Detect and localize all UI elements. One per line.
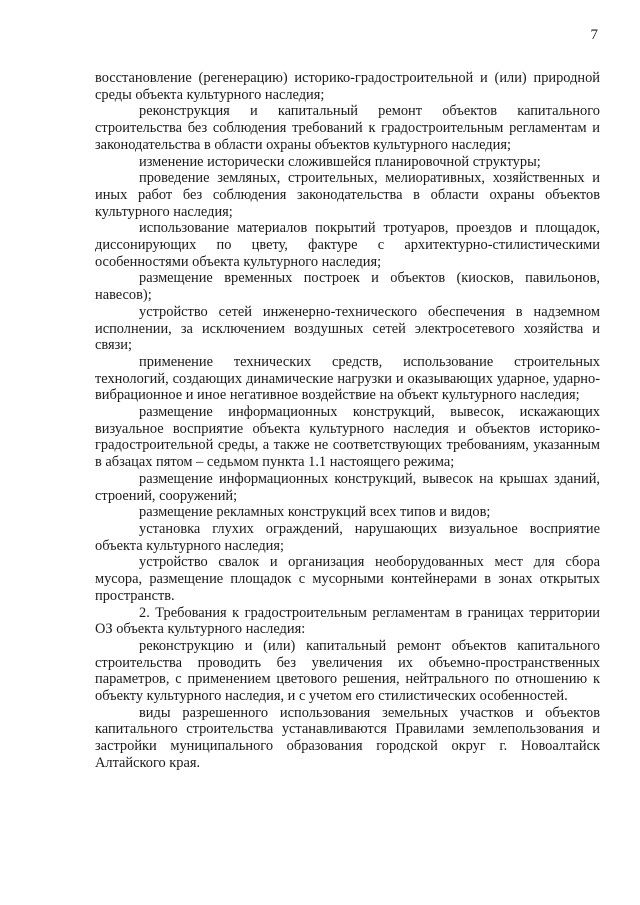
paragraph: устройство сетей инженерно-технического обеспечения в надземном исполнении, за исключением воздушных сетей электросетевого хозяйства и связи; — [95, 303, 600, 354]
body-text — [95, 70, 600, 772]
paragraph: устройство свалок и организация необорудованных мест для сбора мусора, размещение площадок с мусорными контейнерами в зонах открытых пространств. — [95, 554, 600, 604]
paragraph: изменение исторически сложившейся планировочной структуры; — [139, 153, 541, 170]
paragraph: реконструкцию и (или) капитальный ремонт объектов капитального строительства проводить без увеличения их объемно-пространственных параметров, с применением цветового решения, нейтрального по отношению к объекту культурного наследия, и с учетом его стилистических особенностей. — [95, 637, 600, 705]
paragraph: использование материалов покрытий тротуаров, проездов и площадок, диссонирующих по цвету, фактуре с архитектурно-стилистическими особенностями объекта культурного наследия; — [95, 220, 600, 270]
paragraph: размещение информационных конструкций, вывесок, искажающих визуальное восприятие объекта культурного наследия и объектов историко-градостроительной среды, а также не соответствующих требованиям, указанным в абзацах пятом – седьмом пункта 1.1 настоящего режима; — [95, 404, 600, 471]
paragraph: размещение информационных конструкций, вывесок на крышах зданий, строений, сооружений; — [95, 470, 600, 504]
page-number: 7 — [590, 27, 598, 43]
paragraph: виды разрешенного использования земельных участков и объектов капитального строительства устанавливаются Правилами землепользования и застройки муниципального образования городской округ г. Новоалтайск Алтайского края. — [95, 704, 600, 771]
paragraph: установка глухих ограждений, нарушающих визуальное восприятие объекта культурного наследия; — [95, 520, 600, 554]
paragraph: восстановление (регенерацию) историко-градостроительной и (или) природной среды объекта культурного наследия; — [95, 70, 600, 103]
paragraph: применение технических средств, использование строительных технологий, создающих динамические нагрузки и оказывающих ударное, ударно-вибрационное и иное негативное воздействие на объект культурного наследия; — [95, 353, 600, 404]
paragraph: 2. Требования к градостроительным регламентам в границах территории ОЗ объекта культурного наследия: — [95, 604, 600, 638]
paragraph: проведение земляных, строительных, мелиоративных, хозяйственных и иных работ без соблюдения законодательства в области охраны объектов культурного наследия; — [95, 170, 600, 220]
paragraph: размещение рекламных конструкций всех типов и видов; — [139, 504, 491, 521]
paragraph: размещение временных построек и объектов (киосков, павильонов, навесов); — [95, 270, 600, 304]
paragraph: реконструкция и капитальный ремонт объектов капитального строительства без соблюдения требований к градостроительным регламентам и законодательства в области охраны объектов культурного наследия; — [95, 103, 600, 153]
